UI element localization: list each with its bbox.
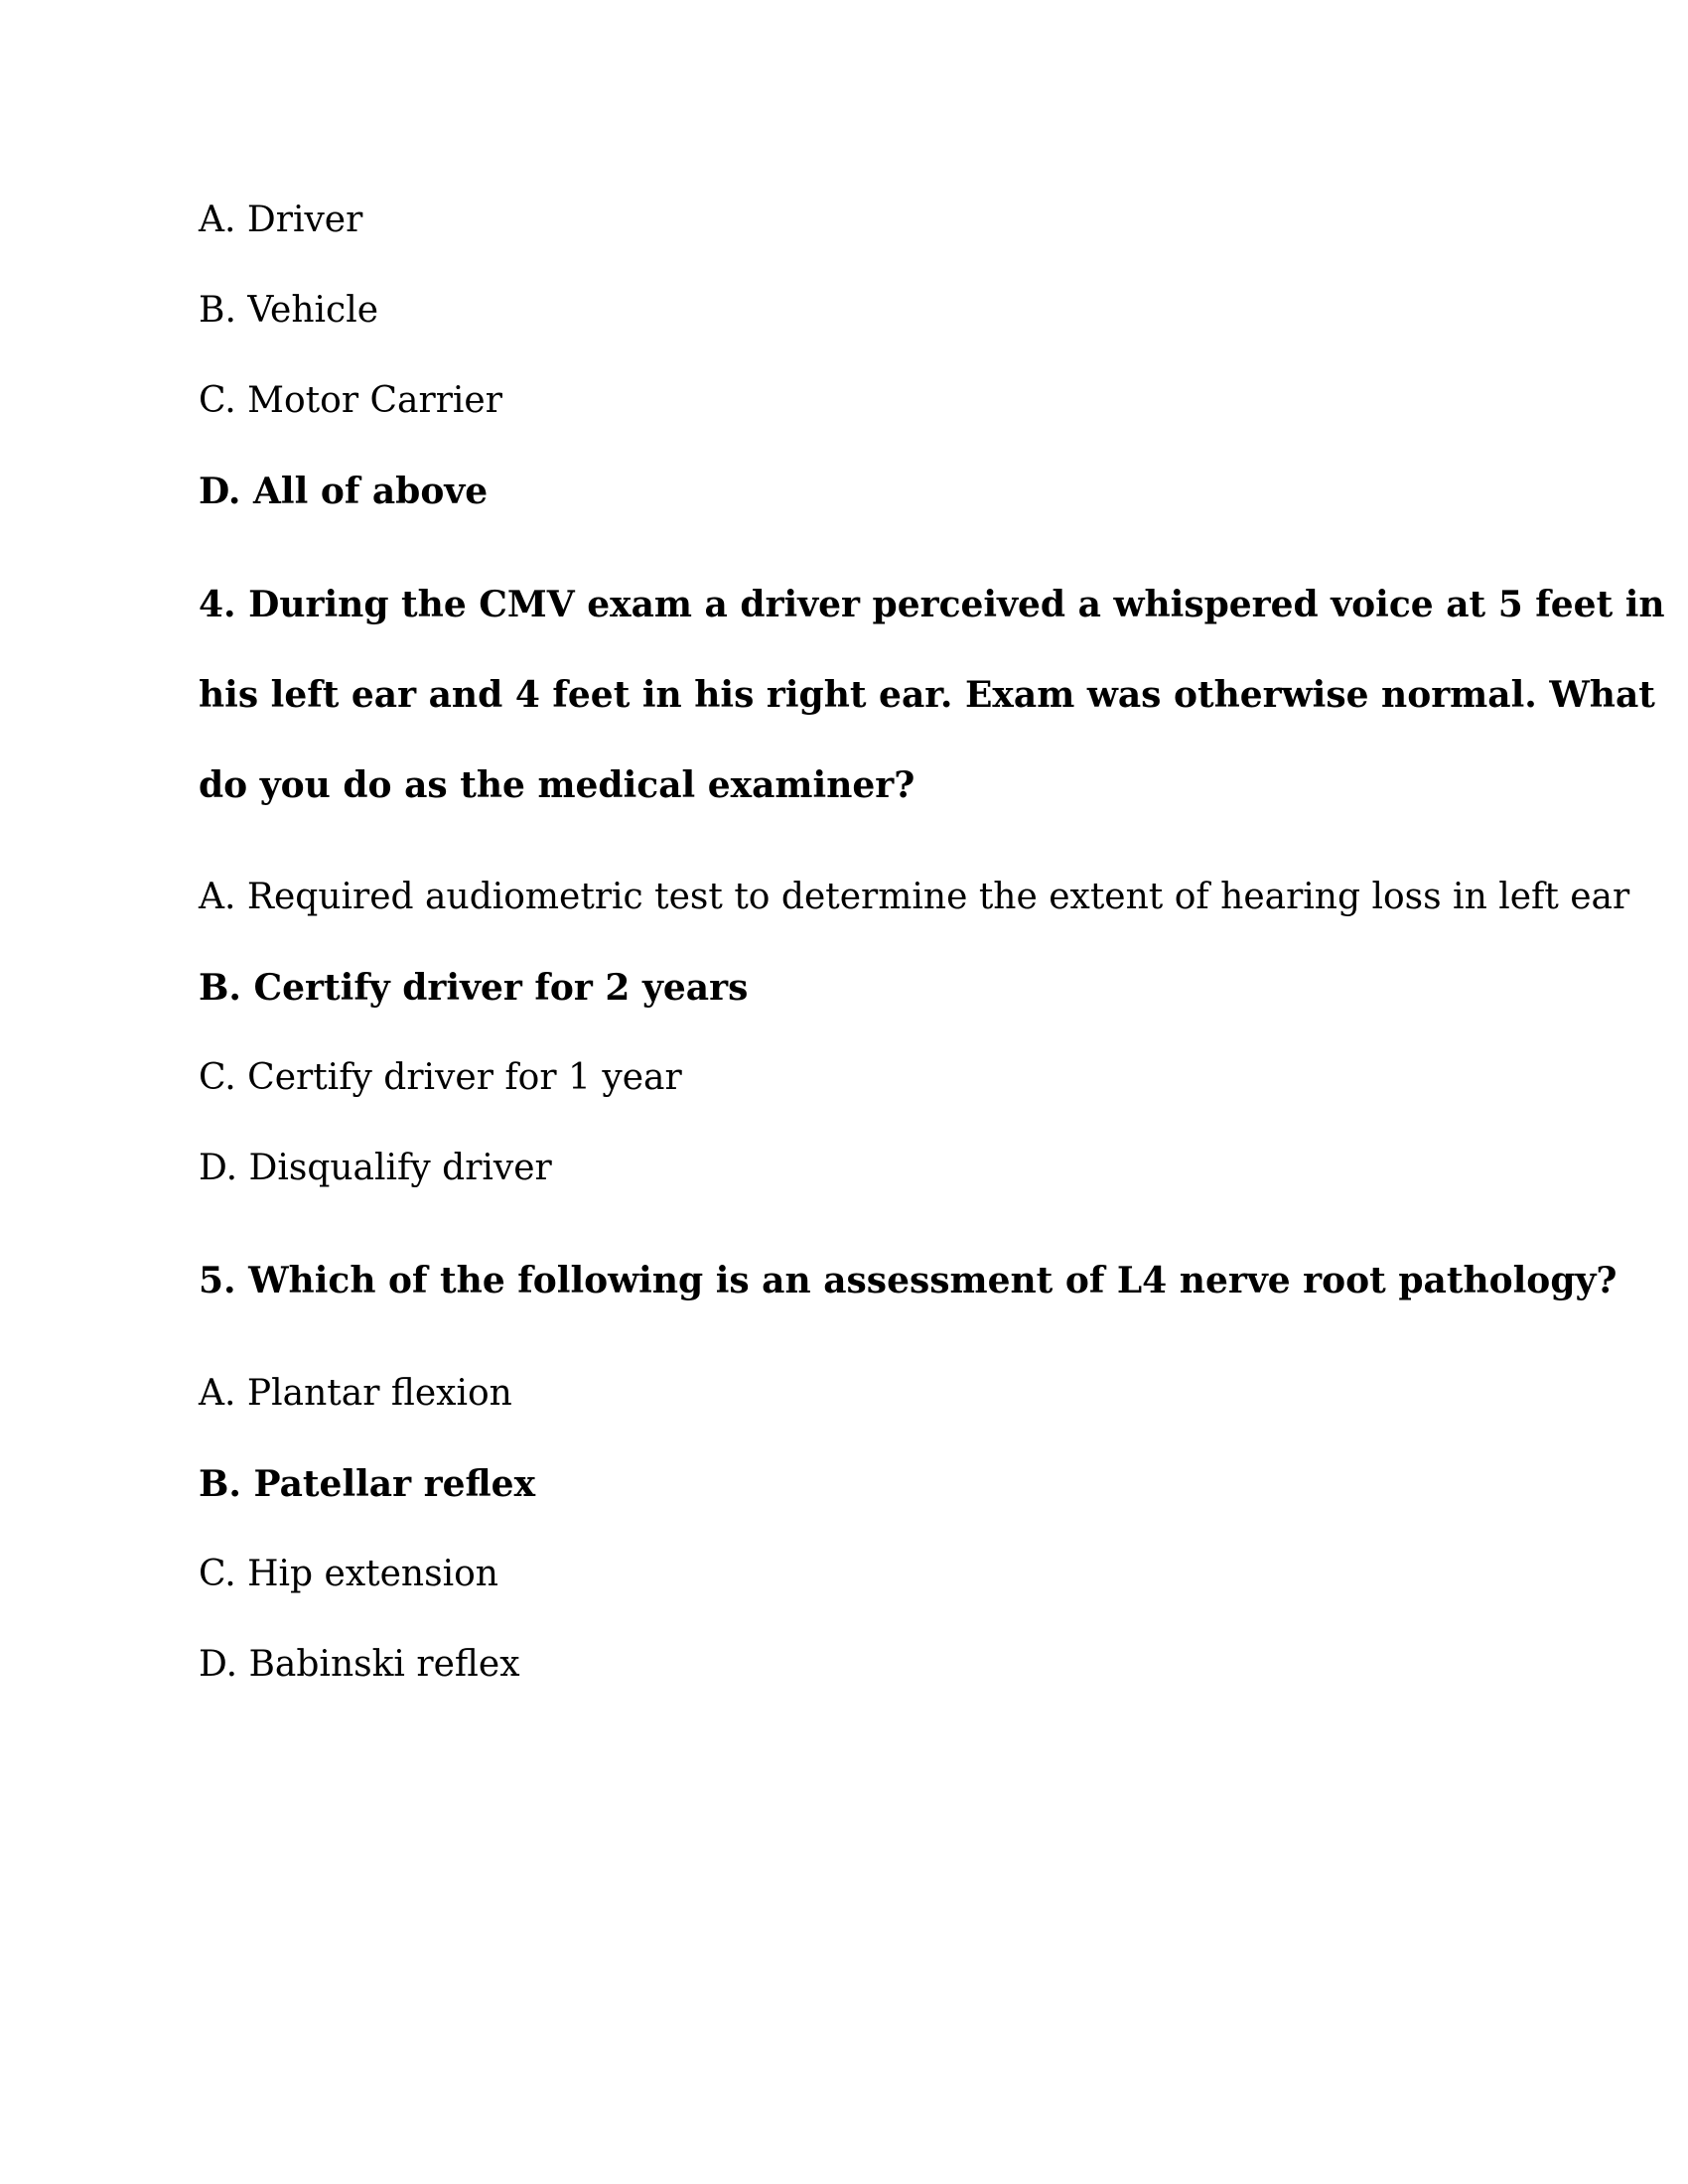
q4-option-a: A. Required audiometric test to determine the extent of hearing loss in left ear [199,877,1630,917]
q4-option-c: C. Certify driver for 1 year [199,1057,682,1098]
q5-option-b-correct: B. Patellar reflex [199,1463,536,1505]
q3-option-d-correct: D. All of above [199,471,489,512]
q3-option-b: B. Vehicle [199,290,379,331]
q5-option-c: C. Hip extension [199,1554,498,1594]
q4-question-line-1: 4. During the CMV exam a driver perceived a whispered voice at 5 feet in [199,584,1665,625]
q3-option-a: A. Driver [199,200,363,240]
q4-question-line-3: do you do as the medical examiner? [199,764,915,806]
q4-option-b-correct: B. Certify driver for 2 years [199,967,749,1009]
q5-option-a: A. Plantar flexion [199,1373,512,1414]
q5-option-d: D. Babinski reflex [199,1644,520,1685]
q5-question: 5. Which of the following is an assessment of L4 nerve root pathology? [199,1260,1618,1301]
q4-option-d: D. Disqualify driver [199,1148,552,1188]
q3-option-c: C. Motor Carrier [199,380,502,421]
q4-question-line-2: his left ear and 4 feet in his right ear. Exam was otherwise normal. What [199,674,1655,716]
